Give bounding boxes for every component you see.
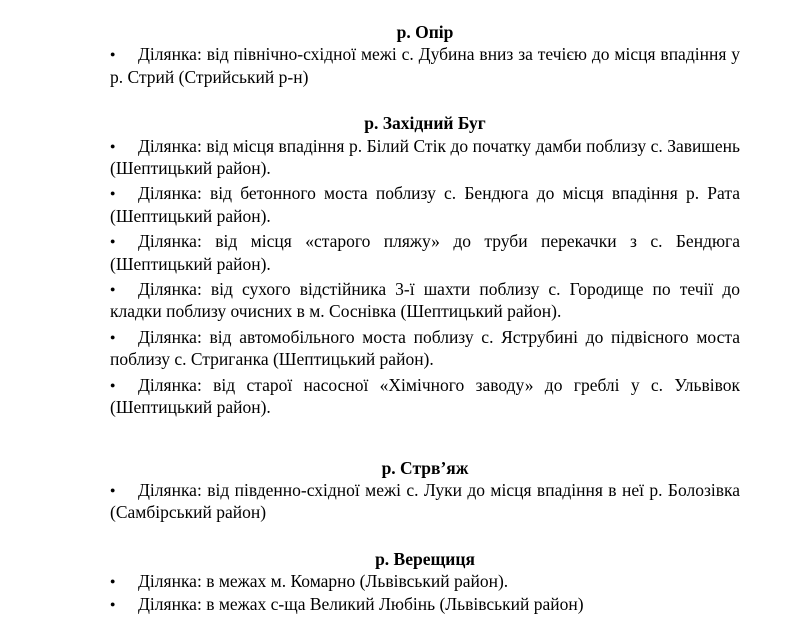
list-item: ●Ділянка: від старої насосної «Хімічного заводу» до греблі у с. Ульвівок (Шептицький район). <box>110 374 740 419</box>
document-body <box>110 21 740 615</box>
section-strviazh <box>110 457 740 524</box>
bullet-icon <box>110 135 138 157</box>
bullet-icon <box>110 479 138 501</box>
list-item: ●Ділянка: від сухого відстійника 3-ї шахти поблизу с. Городище по течії до кладки поблизу очисних в м. Соснівка (Шептицький район). <box>110 278 740 323</box>
list-item: ●Ділянка: від південно-східної межі с. Луки до місця впадіння в неї р. Болозівка (Самбірський район) <box>110 479 740 524</box>
bullet-icon <box>110 230 138 252</box>
bullet-icon <box>110 374 138 396</box>
bullet-icon <box>110 593 138 615</box>
list-item: ●Ділянка: від автомобільного моста поблизу с. Яструбині до підвісного моста поблизу с. Стриганка (Шептицький район). <box>110 326 740 371</box>
bullet-icon <box>110 326 138 348</box>
bullet-icon <box>110 278 138 300</box>
section-title: р. Верещиця <box>375 548 475 569</box>
list-item: ●Ділянка: від північно-східної межі с. Дубина вниз за течією до місця впадіння у р. Стрий (Стрийський р-н) <box>110 43 740 88</box>
bullet-icon <box>110 570 138 592</box>
section-title: р. Стрв’яж <box>381 457 469 478</box>
section-title: р. Західний Буг <box>364 113 486 134</box>
section-zakhidnyi-buh <box>110 112 740 418</box>
bullet-icon <box>110 43 138 65</box>
bullet-icon <box>110 182 138 204</box>
section-vereshchytsia <box>110 548 740 615</box>
section-opir <box>110 21 740 88</box>
list-item: ●Ділянка: в межах с-ща Великий Любінь (Львівський район) <box>110 593 740 615</box>
list-item: ●Ділянка: від місця «старого пляжу» до труби перекачки з с. Бендюга (Шептицький район). <box>110 230 740 275</box>
list-item: ●Ділянка: від місця впадіння р. Білий Стік до початку дамби поблизу с. Завишень (Шептицький район). <box>110 135 740 180</box>
list-item: ●Ділянка: в межах м. Комарно (Львівський район). <box>110 570 740 592</box>
list-item: ●Ділянка: від бетонного моста поблизу с. Бендюга до місця впадіння р. Рата (Шептицький район). <box>110 182 740 227</box>
section-title: р. Опір <box>396 22 454 42</box>
